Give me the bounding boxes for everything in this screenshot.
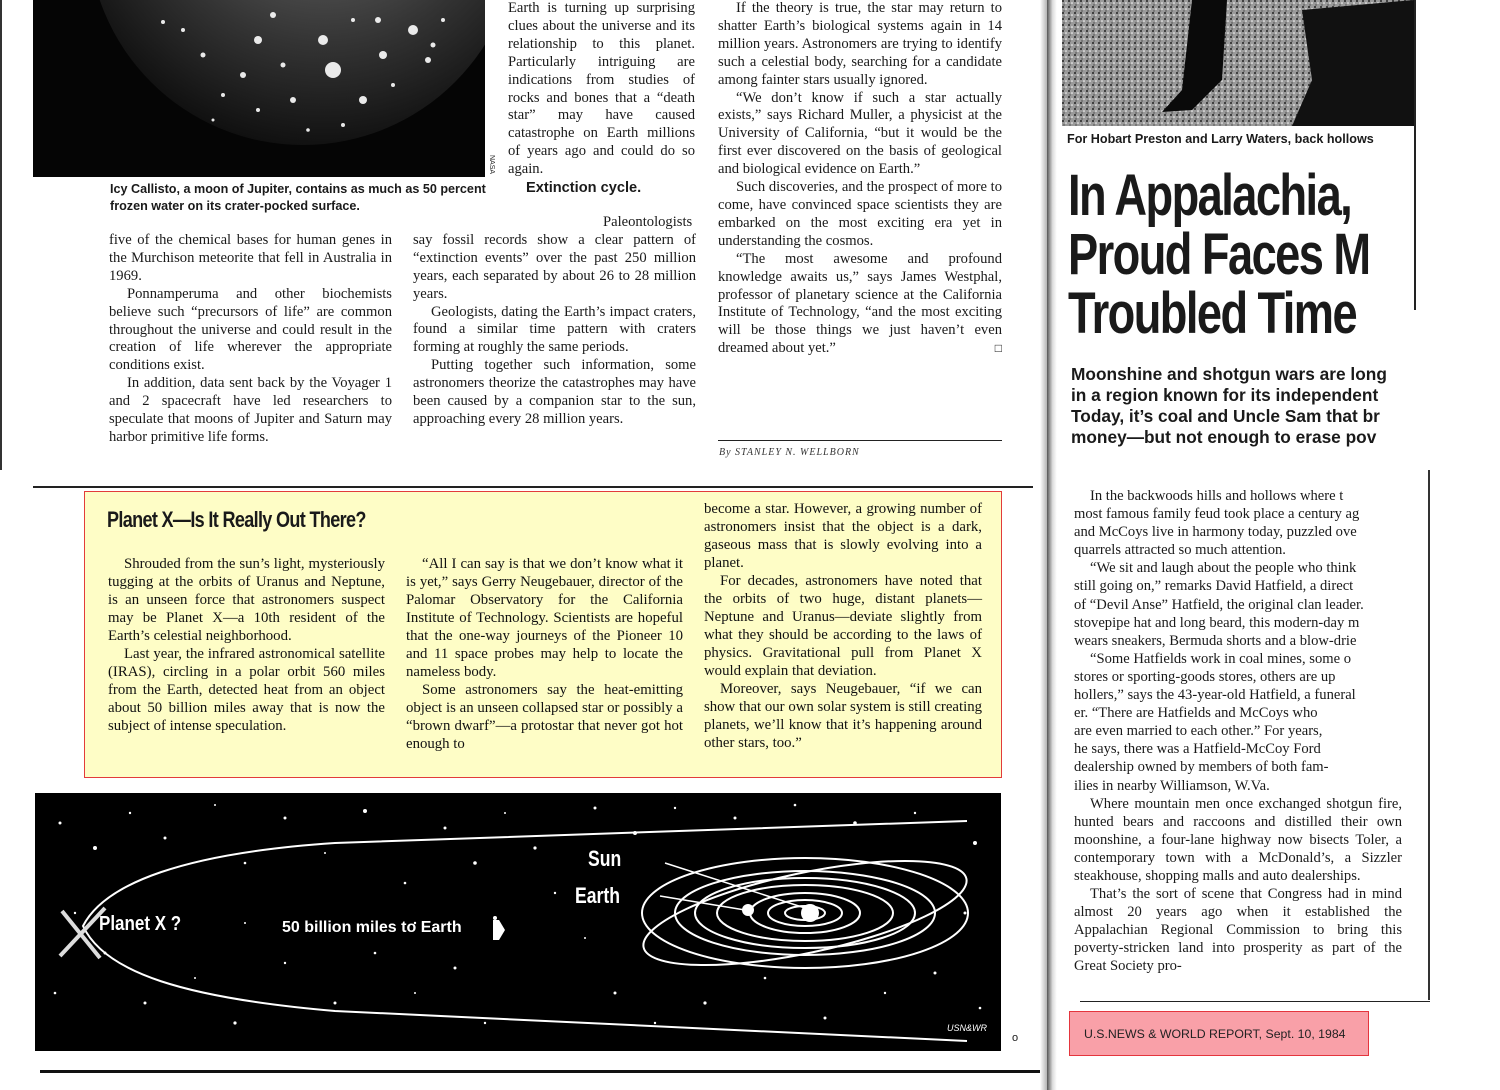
bottom-rule	[40, 1070, 1040, 1073]
end-mark-icon: □	[994, 341, 1002, 356]
body-line: hollers,” says the 43-year-old Hatfield, a funeral	[1074, 687, 1356, 704]
distance-label: 50 billion miles to Earth	[282, 919, 462, 936]
body-line: “Some Hatfields work in coal mines, some o	[1090, 650, 1352, 667]
folio-mark: o	[1012, 1032, 1019, 1044]
deck-line: Today, it’s coal and Uncle Sam that br	[1071, 406, 1380, 426]
article-column-2	[413, 214, 696, 429]
article-paragraph: Geologists, dating the Earth’s impact craters, found a similar time pattern with craters forming at roughly the same periods.	[413, 303, 696, 356]
sidebar-column-3	[704, 500, 982, 752]
body-line: “We sit and laugh about the people who think	[1090, 560, 1357, 577]
article-paragraph: In addition, data sent back by the Voyager 1 and 2 spacecraft have led researchers to speculate that moons of Jupiter and Saturn may harbor primitive life forms.	[109, 375, 392, 445]
callisto-photo	[33, 0, 485, 177]
subhead-paragraph	[508, 180, 695, 198]
appalachia-article-body	[1074, 487, 1426, 976]
sidebar-paragraph: become a star. However, a growing number of astronomers insist that the object is a dark, gaseous mass that is slowly evolving into a planet.	[704, 501, 982, 571]
article-column-3	[718, 0, 1002, 358]
appalachia-photo	[1062, 0, 1414, 126]
sidebar-paragraph: Some astronomers say the heat-emitting object is an unseen collapsed star or possibly a “brown dwarf”—a protostar that never got hot enough to	[406, 682, 683, 752]
article-paragraph: “We don’t know if such a star actually exists,” says Richard Muller, a physicist at the University of California, “but it would be the first ever discovered on the basis of geological and biological evidence on Earth.”	[718, 89, 1002, 178]
body-line: most famous family feud took place a century ag	[1074, 506, 1360, 523]
body-line: dealership owned by members of both fam-	[1074, 759, 1329, 776]
headline-line-3: Troubled Time	[1068, 281, 1357, 343]
body-line: are even married to each other.” For years,	[1074, 723, 1323, 740]
article-paragraph: Putting together such information, some astronomers theorize the catastrophes may have been caused by a companion star to the sun, approaching every 28 million years.	[413, 357, 696, 427]
byline: By STANLEY N. WELLBORN	[719, 447, 860, 458]
page-edge-rule	[0, 0, 2, 470]
deck-line: Moonshine and shotgun wars are long	[1071, 364, 1387, 384]
body-line: he says, there was a Hatfield-McCoy Ford	[1074, 741, 1321, 758]
section-rule	[33, 486, 1033, 488]
right-page-edge-lower	[1428, 470, 1430, 1000]
article-paragraph: Paleontologists say fossil records show a clear pattern of “extinction events” over the past 250 million years, each separated by about 26 to 28 million years.	[413, 214, 696, 302]
appalachia-photo-image	[1062, 0, 1414, 126]
body-line: still going on,” remarks David Hatfield, a direct	[1074, 578, 1354, 595]
deck-subheadline	[1071, 364, 1421, 448]
footer-rule	[1080, 1001, 1430, 1002]
photo-credit: NASA	[488, 155, 495, 175]
deck-line: money—but not enough to erase pov	[1071, 427, 1377, 447]
callisto-caption: Icy Callisto, a moon of Jupiter, contains as much as 50 percent frozen water on its crater-pocked surface.	[110, 182, 486, 213]
sidebar-paragraph: For decades, astronomers have noted that the orbits of two huge, distant planets—Neptune and Uranus—deviate slightly from what they should be according to the laws of physics. Gravitational pull from Planet X would explain that deviation.	[704, 573, 982, 679]
sidebar-column-2	[406, 555, 683, 753]
body-line: stores or sporting-goods stores, others are up	[1074, 668, 1336, 685]
article-column-1	[109, 232, 392, 447]
sidebar-paragraph: Shrouded from the sun’s light, mysteriously tugging at the orbits of Uranus and Neptune, is an unseen force that astronomers suspect may be Planet X—a 10th resident of the Earth’s celestial neighborhood.	[108, 556, 385, 644]
planet-x-label: Planet X ?	[99, 913, 182, 935]
article-paragraph: If the theory is true, the star may return to shatter Earth’s biological systems again in 14 million years. Astronomers are trying to identify such a celestial body, searching for a candidate among fainter stars usually ignored.	[718, 0, 1002, 88]
sun-dot	[801, 904, 819, 922]
headline	[1068, 166, 1428, 343]
subhead-extinction-cycle: Extinction cycle.	[526, 180, 642, 197]
sidebar-title: Planet X—Is It Really Out There?	[107, 507, 366, 532]
planet-x-orbit-diagram	[35, 793, 1001, 1051]
body-paragraph: That’s the sort of scene that Congress had in mind almost 20 years ago when it established the Appalachian Regional Commission to bring this poverty-stricken land into prosperity as part of the Great Society pro-	[1074, 886, 1402, 975]
article-paragraph	[718, 251, 1002, 358]
sidebar-paragraph: Moreover, says Neugebauer, “if we can show that our own solar system is still creating planets, we’ll know that it’s happening around other stars, too.”	[704, 681, 982, 751]
body-line: In the backwoods hills and hollows where t	[1090, 488, 1344, 504]
earth-label: Earth	[575, 883, 620, 908]
article-column-2-top	[508, 0, 695, 198]
diagram-credit: USN&WR	[947, 1023, 987, 1033]
article-paragraph: Such discoveries, and the prospect of more to come, have convinced space scientists they are embarked on the most exciting era yet in understanding the cosmos.	[718, 179, 1002, 249]
photo-caption: For Hobart Preston and Larry Waters, back hollows	[1067, 132, 1374, 146]
deck-line: in a region known for its independent	[1071, 385, 1379, 405]
body-line: wears sneakers, Bermuda shorts and a blow-drie	[1074, 632, 1357, 649]
body-line: ilies in nearby Williamson, W.Va.	[1074, 777, 1270, 794]
body-line: of “Devil Anse” Hatfield, the original clan leader.	[1074, 596, 1364, 613]
publication-footer: U.S.NEWS & WORLD REPORT, Sept. 10, 1984	[1069, 1011, 1369, 1056]
body-paragraph: Where mountain men once exchanged shotgun fire, hunted bears and raccoons and distilled their own moonshine, a four-lane highway now bisects Toler, a contemporary town with a McDonald’s, a Sizzler steakhouse, shopping malls and auto dealerships.	[1074, 795, 1402, 884]
body-line: er. “There are Hatfields and McCoys who	[1074, 705, 1318, 722]
callisto-moon-image	[33, 0, 485, 177]
body-line: stovepipe hat and long beard, this modern-day m	[1074, 614, 1360, 631]
page-gutter	[1047, 0, 1061, 1090]
body-line: and McCoys live in harmony today, puzzled ove	[1074, 524, 1357, 541]
headline-line-2: Proud Faces M	[1068, 222, 1370, 287]
body-line: quarrels attracted so much attention.	[1074, 542, 1286, 559]
article-paragraph: five of the chemical bases for human genes in the Murchison meteorite that fell in Australia in 1969.	[109, 232, 392, 284]
article-paragraph: Ponnamperuma and other biochemists believe such “precursors of life” are common throughout the universe and could result in the creation of life wherever the appropriate conditions exist.	[109, 285, 392, 374]
article-quote: “The most awesome and profound knowledge awaits us,” says James Westphal, professor of planetary science at the California Institute of Technology, “and the most exciting will be those things we just haven’t even dreamed about yet.”	[718, 250, 1002, 357]
sun-label: Sun	[588, 846, 622, 871]
sidebar-paragraph: Last year, the infrared astronomical satellite (IRAS), circling in a polar orbit 560 miles from the Earth, detected heat from an object about 50 billion miles away that is now the subject of intense speculation.	[108, 646, 385, 734]
headline-line-1: In Appalachia,	[1068, 166, 1352, 228]
sidebar-column-1	[108, 555, 385, 735]
byline-rule	[718, 440, 1002, 441]
article-paragraph: Earth is turning up surprising clues about the universe and its relationship to this planet. Particularly intriguing are indications from studies of rocks and bones that a “death star” may have caused catastrophe on Earth millions of years ago and could do so again.	[508, 0, 695, 178]
sidebar-paragraph: “All I can say is that we don’t know what it is yet,” says Gerry Neugebauer, director of the Palomar Observatory for the California Institute of Technology. Scientists are hopeful that the one-way journeys of the Pioneer 10 and 11 space probes may help to locate the nameless body.	[406, 556, 683, 680]
